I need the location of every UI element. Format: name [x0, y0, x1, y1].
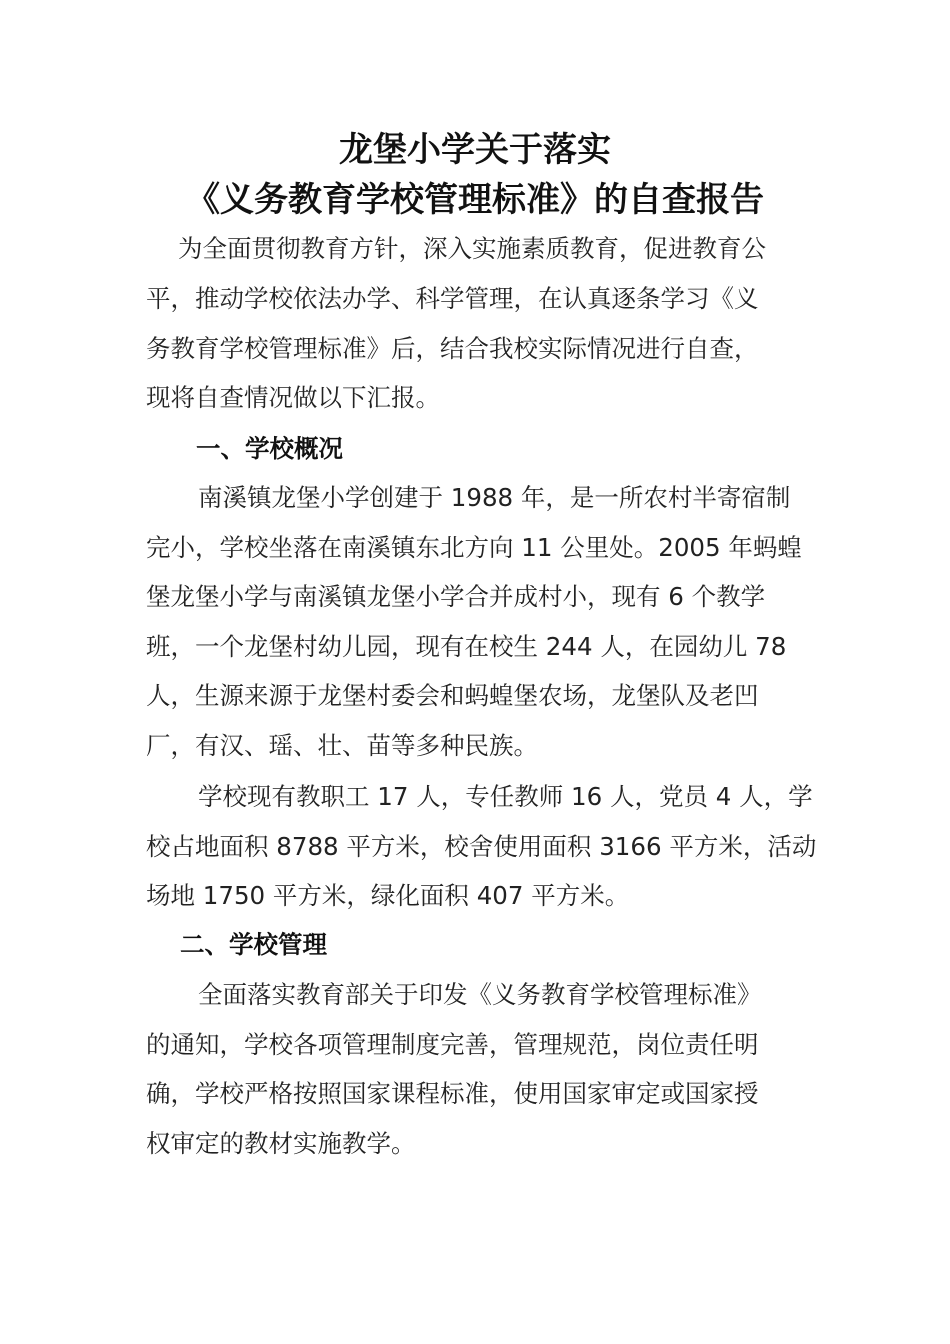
- paragraph-line: 南溪镇龙堡小学创建于 1988 年，是一所农村半寄宿制: [198, 483, 791, 512]
- paragraph-line: 务教育学校管理标准》后，结合我校实际情况进行自查，: [146, 334, 759, 363]
- paragraph-line: 现将自查情况做以下汇报。: [146, 383, 440, 412]
- paragraph-line: 校占地面积 8788 平方米，校舍使用面积 3166 平方米，活动: [146, 832, 817, 861]
- paragraph-line: 权审定的教材实施教学。: [146, 1129, 416, 1158]
- section-heading-school-management: 二、学校管理: [180, 930, 327, 959]
- section-heading-school-overview: 一、学校概况: [196, 434, 343, 463]
- paragraph-line: 为全面贯彻教育方针，深入实施素质教育，促进教育公: [178, 234, 766, 263]
- paragraph-line: 场地 1750 平方米，绿化面积 407 平方米。: [146, 881, 630, 910]
- paragraph-line: 班，一个龙堡村幼儿园，现有在校生 244 人，在园幼儿 78: [146, 632, 787, 661]
- paragraph-line: 平，推动学校依法办学、科学管理，在认真逐条学习《义: [146, 284, 759, 313]
- paragraph-line: 学校现有教职工 17 人，专任教师 16 人，党员 4 人，学: [198, 782, 813, 811]
- paragraph-line: 人，生源来源于龙堡村委会和蚂蝗堡农场，龙堡队及老凹: [146, 681, 759, 710]
- paragraph-line: 堡龙堡小学与南溪镇龙堡小学合并成村小，现有 6 个教学: [146, 582, 766, 611]
- paragraph-line: 厂，有汉、瑶、壮、苗等多种民族。: [146, 731, 538, 760]
- paragraph-line: 确，学校严格按照国家课程标准，使用国家审定或国家授: [146, 1079, 759, 1108]
- document-title-line-1: 龙堡小学关于落实: [339, 130, 611, 170]
- paragraph-line: 的通知，学校各项管理制度完善，管理规范，岗位责任明: [146, 1030, 759, 1059]
- paragraph-line: 完小，学校坐落在南溪镇东北方向 11 公里处。2005 年蚂蝗: [146, 533, 802, 562]
- paragraph-line: 全面落实教育部关于印发《义务教育学校管理标准》: [198, 980, 762, 1009]
- document-title-line-2: 《义务教育学校管理标准》的自查报告: [186, 180, 764, 220]
